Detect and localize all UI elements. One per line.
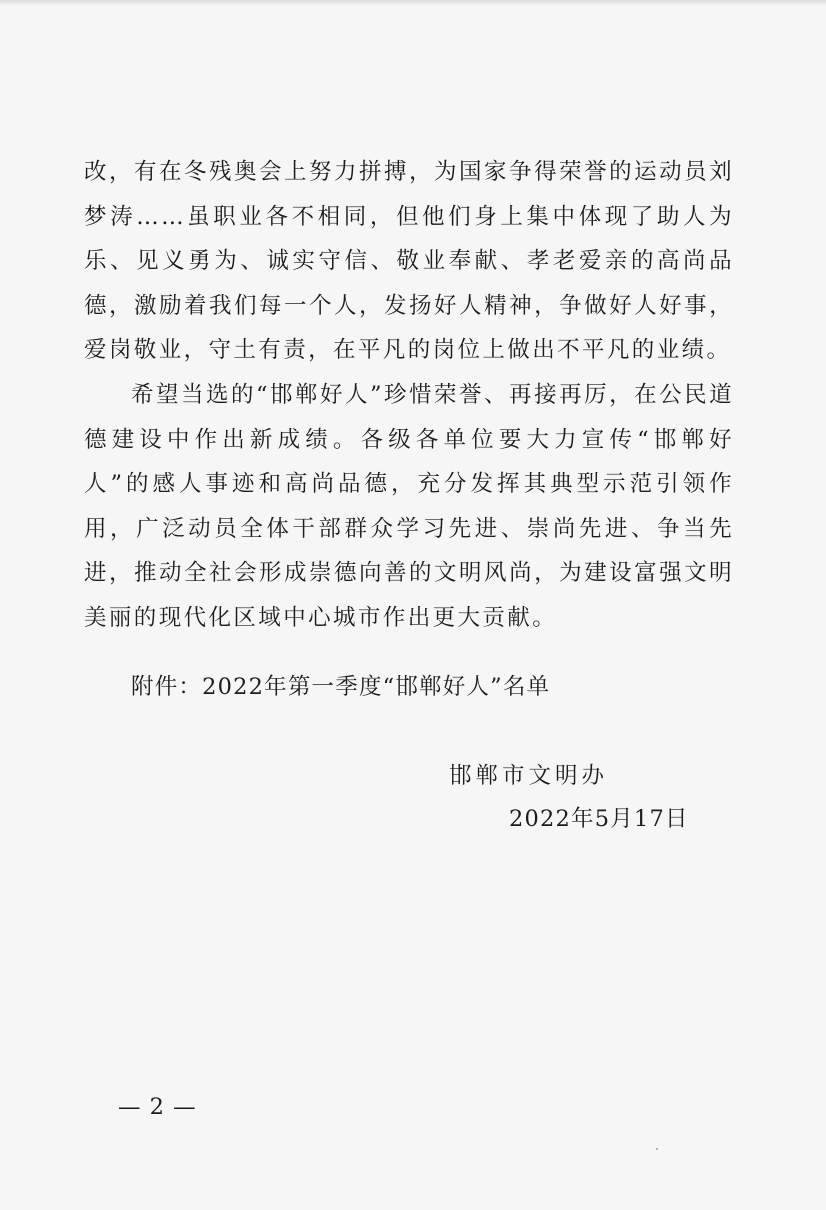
page-number: — 2 — (118, 1094, 197, 1120)
issue-date: 2022年5月17日 (509, 806, 689, 832)
body-text (84, 150, 734, 641)
issuer-name: 邯郸市文明办 (449, 763, 609, 789)
scan-speck (656, 1148, 658, 1150)
attachment-line: 附件：2022年第一季度“邯郸好人”名单 (131, 674, 551, 700)
paragraph-1: 改，有在冬残奥会上努力拼搏，为国家争得荣誉的运动员刘梦涛……虽职业各不相同，但他们身上集中体现了助人为乐、见义勇为、诚实守信、敬业奉献、孝老爱亲的高尚品德，激励着我们每一个人，发扬好人精神，争做好人好事，爱岗敬业，守土有责，在平凡的岗位上做出不平凡的业绩。 (84, 159, 734, 364)
paragraph-2: 希望当选的“邯郸好人”珍惜荣誉、再接再厉，在公民道德建设中作出新成绩。各级各单位要大力宣传“邯郸好人”的感人事迹和高尚品德，充分发挥其典型示范引领作用，广泛动员全体干部群众学习先进、崇尚先进、争当先进，推动全社会形成崇德向善的文明风尚，为建设富强文明美丽的现代化区域中心城市作出更大贡献。 (84, 381, 734, 631)
page-top-edge (0, 0, 826, 6)
